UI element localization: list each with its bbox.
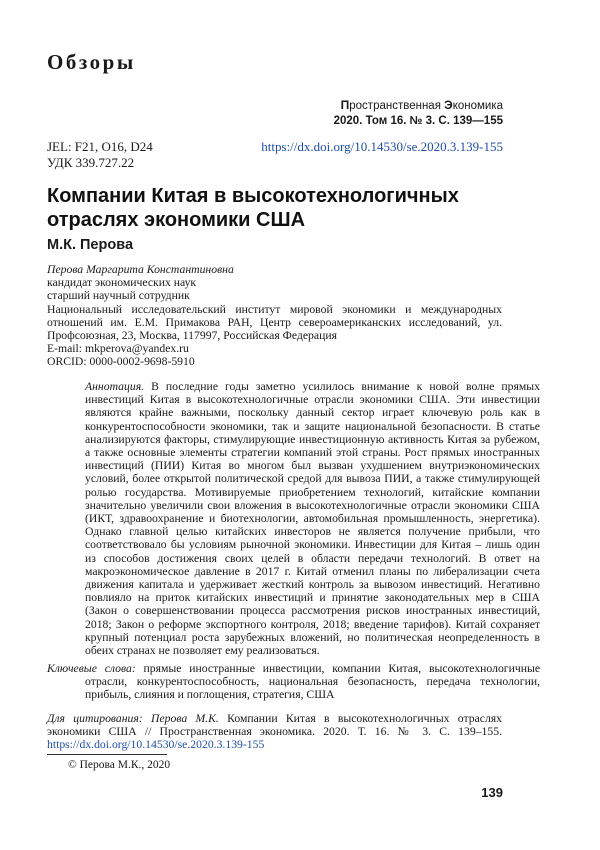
author-institution: Национальный исследовательский институт мировой экономики и международных отношений им. Е.М. Примакова РАН, Центр североамериканских исследований, ул. Профсоюзная, 23, Москва, 117997, Российская Федерация [47,302,502,343]
classification-codes [47,139,153,170]
journal-issue: 2020. Том 16. № 3. С. 139—155 [333,115,503,127]
journal-header [334,98,503,129]
abstract [47,380,540,657]
author-full-name: Перова Маргарита Константиновна [47,263,234,276]
abstract-text: В последние годы заметно усилилось внимание к новой волне прямых инвестиций Китая в высокотехнологичные отрасли экономики США. Эти инвестиции являются крайне важными, поскольку данный сектор играет ключевую роль как в конкурентоспособности экономики, так и защите национальной безопасности. В статье анализируются факторы, стимулирующие инвестиционную активность Китая за рубежом, а также основные элементы стратегии компаний этой страны. Рост прямых иностранных инвестиций (ПИИ) Китая во многом был вызван ухудшением внутриэкономических условий, более открытой политической средой для вывоза ПИИ, а также стимулирующей ролью государства. Мотивируемые приобретением технологий, китайские компании значительно увеличили свои вложения в высокотехнологичные отрасли экономики США (ИКТ, здравоохранение и биотехнологии, автомобильная промышленность, энергетика). Однако главной целью китайских инвесторов не является получение прибыли, что соответствовало бы условиям рыночной экономики. Инвестиции для Китая – лишь один из способов достижения своих целей в области передачи технологий. В ответ на макроэкономическое давление в 2017 г. Китай отменил планы по либерализации счета движения капитала и удерживает жесткий контроль за вывозом инвестиций. Негативно повлияло на приток китайских инвестиций и принятие законодательных мер в США (Закон о совершенствовании процесса рассмотрения рисков иностранных инвестиций, 2018; Закон о реформе экспортного контроля, 2018; введение тарифов). Китай сохраняет крупный потенциал роста зарубежных вложений, но политическая неопределенность в обеих странах не позволяет ему реализоваться. [85,380,540,658]
section-heading: Обзоры [47,50,136,74]
author-position: старший научный сотрудник [47,289,190,303]
citation-text: Компании Китая в высокотехнологичных отраслях экономики США // Пространственная экономика. 2020. Т. 16. № 3. С. 139–155. [47,712,503,739]
article-title: Компании Китая в высокотехнологичных отраслях экономики США [47,185,459,231]
citation [47,712,502,752]
keywords [47,662,540,702]
author-short-name: М.К. Перова [47,237,134,253]
author-degree: кандидат экономических наук [47,276,197,290]
keywords-label: Ключевые слова: [47,662,136,675]
journal-name: Пространственная Экономика [340,98,503,112]
footnote-divider [47,754,167,755]
udk-code: УДК 339.727.22 [47,154,135,170]
author-affiliation [47,263,502,369]
jel-codes: JEL: F21, O16, D24 [47,139,153,154]
copyright-note: © Перова М.К., 2020 [68,759,171,771]
citation-doi-link[interactable]: https://dx.doi.org/10.14530/se.2020.3.139-155 [47,738,265,752]
keywords-text: прямые иностранные инвестиции, компании Китая, высокотехнологичные отрасли, конкурентоспособность, национальная безопасность, передача технологии, прибыль, слияния и поглощения, стратегия, США [85,662,541,702]
citation-label: Для цитирования: Перова М.К. [47,712,219,725]
doi-link[interactable]: https://dx.doi.org/10.14530/se.2020.3.139-155 [261,139,503,154]
author-orcid: ORCID: 0000-0002-9698-5910 [47,355,195,369]
author-email: E-mail: mkperova@yandex.ru [47,342,189,356]
page-number: 139 [481,785,503,800]
abstract-label: Аннотация. [85,380,145,393]
